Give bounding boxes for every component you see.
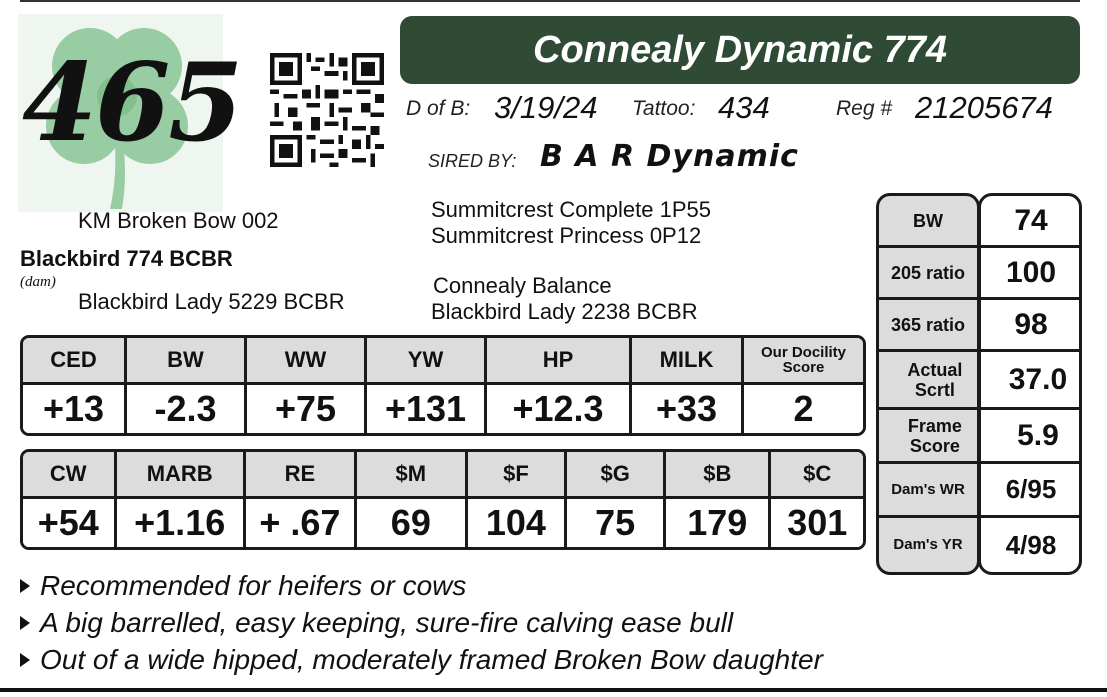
epd-header: $C <box>771 452 863 499</box>
pedigree-sire-line-4: Blackbird Lady 2238 BCBR <box>431 299 698 324</box>
reg-label: Reg # <box>836 97 893 120</box>
stat-label: BW <box>913 210 943 231</box>
epd-value: +12.3 <box>487 385 632 433</box>
pedigree-dam-sire: KM Broken Bow 002 <box>78 208 279 233</box>
stat-label: 365 ratio <box>890 314 966 335</box>
stat-value: 37.0 <box>1008 362 1068 396</box>
pedigree-sire-line-3: Connealy Balance <box>433 273 612 298</box>
qr-code <box>270 53 384 167</box>
bottom-rule <box>0 688 1107 692</box>
stat-row <box>876 300 1082 349</box>
tattoo-label: Tattoo: <box>632 97 696 120</box>
pedigree-dam-dam: Blackbird Lady 5229 BCBR <box>78 289 345 314</box>
note-item <box>20 644 823 676</box>
animal-name: Connealy Dynamic 774 <box>533 28 947 71</box>
epd-header: YW <box>367 338 487 385</box>
dam-tag: (dam) <box>20 274 56 290</box>
stat-row <box>876 248 1082 297</box>
epd-header: HP <box>487 338 632 385</box>
epd-header: MILK <box>632 338 744 385</box>
stat-label: Dam's WR <box>891 480 965 498</box>
epd-header: WW <box>247 338 367 385</box>
epd-value: 104 <box>468 499 567 547</box>
sire-name: B A R Dynamic <box>540 139 799 174</box>
note-text: A big barrelled, easy keeping, sure-fire calving ease bull <box>40 607 734 638</box>
bullet-triangle-icon <box>20 653 30 667</box>
stat-value: 98 <box>1014 307 1048 341</box>
top-rule <box>20 0 1080 2</box>
epd-value: +131 <box>367 385 487 433</box>
stat-row <box>876 518 1082 572</box>
epd-value: +54 <box>23 499 117 547</box>
epd-value: +1.16 <box>117 499 246 547</box>
epd-value: 75 <box>567 499 666 547</box>
epd-header: CED <box>23 338 127 385</box>
note-item <box>20 570 466 602</box>
epd-value: +33 <box>632 385 744 433</box>
epd-value: 301 <box>771 499 863 547</box>
sired-by-label: SIRED BY: <box>428 151 517 171</box>
stat-value: 5.9 <box>1017 418 1059 452</box>
dob-value: 3/19/24 <box>494 90 598 125</box>
stat-label: Dam's YR <box>893 536 963 553</box>
epd-header: RE <box>246 452 357 499</box>
epd-value: 2 <box>744 385 863 433</box>
lot-number: 465 <box>22 40 242 166</box>
tattoo-value: 434 <box>718 90 770 125</box>
pedigree-sire-line-1: Summitcrest Complete 1P55 <box>431 197 711 222</box>
stat-row <box>876 196 1082 245</box>
epd-header: $F <box>468 452 567 499</box>
stat-row <box>876 352 1082 407</box>
reg-value: 21205674 <box>915 90 1053 125</box>
dob-label: D of B: <box>406 97 471 120</box>
epd-value: +75 <box>247 385 367 433</box>
performance-stats-panel <box>876 193 1082 575</box>
stat-value: 100 <box>1005 255 1057 289</box>
pedigree-sire-line-2: Summitcrest Princess 0P12 <box>431 223 702 248</box>
stat-value: 74 <box>1014 203 1048 237</box>
stat-label: Actual Scrtl <box>907 359 963 400</box>
epd-value: +13 <box>23 385 127 433</box>
epd-value: 179 <box>666 499 771 547</box>
epd-table-1 <box>20 335 866 436</box>
epd-header: $B <box>666 452 771 499</box>
stat-value: 6/95 <box>1005 474 1057 504</box>
stat-row <box>876 410 1082 461</box>
animal-name-banner <box>400 16 1080 84</box>
stat-row <box>876 464 1082 515</box>
stat-label: 205 ratio <box>890 262 966 283</box>
note-text: Out of a wide hipped, moderately framed Broken Bow daughter <box>40 644 823 675</box>
epd-header: BW <box>127 338 247 385</box>
bullet-triangle-icon <box>20 616 30 630</box>
epd-header: $G <box>567 452 666 499</box>
note-item <box>20 607 733 639</box>
epd-value: -2.3 <box>127 385 247 433</box>
bullet-triangle-icon <box>20 579 30 593</box>
epd-header-docility: Our Docility Score <box>744 338 863 385</box>
note-text: Recommended for heifers or cows <box>40 570 467 601</box>
epd-header: CW <box>23 452 117 499</box>
epd-header: MARB <box>117 452 246 499</box>
pedigree-dam: Blackbird 774 BCBR <box>20 246 233 271</box>
stat-value: 4/98 <box>1005 529 1057 560</box>
epd-value: 69 <box>357 499 468 547</box>
stat-label: Frame Score <box>907 415 962 456</box>
epd-table-2 <box>20 449 866 550</box>
epd-header: $M <box>357 452 468 499</box>
epd-value: + .67 <box>246 499 357 547</box>
